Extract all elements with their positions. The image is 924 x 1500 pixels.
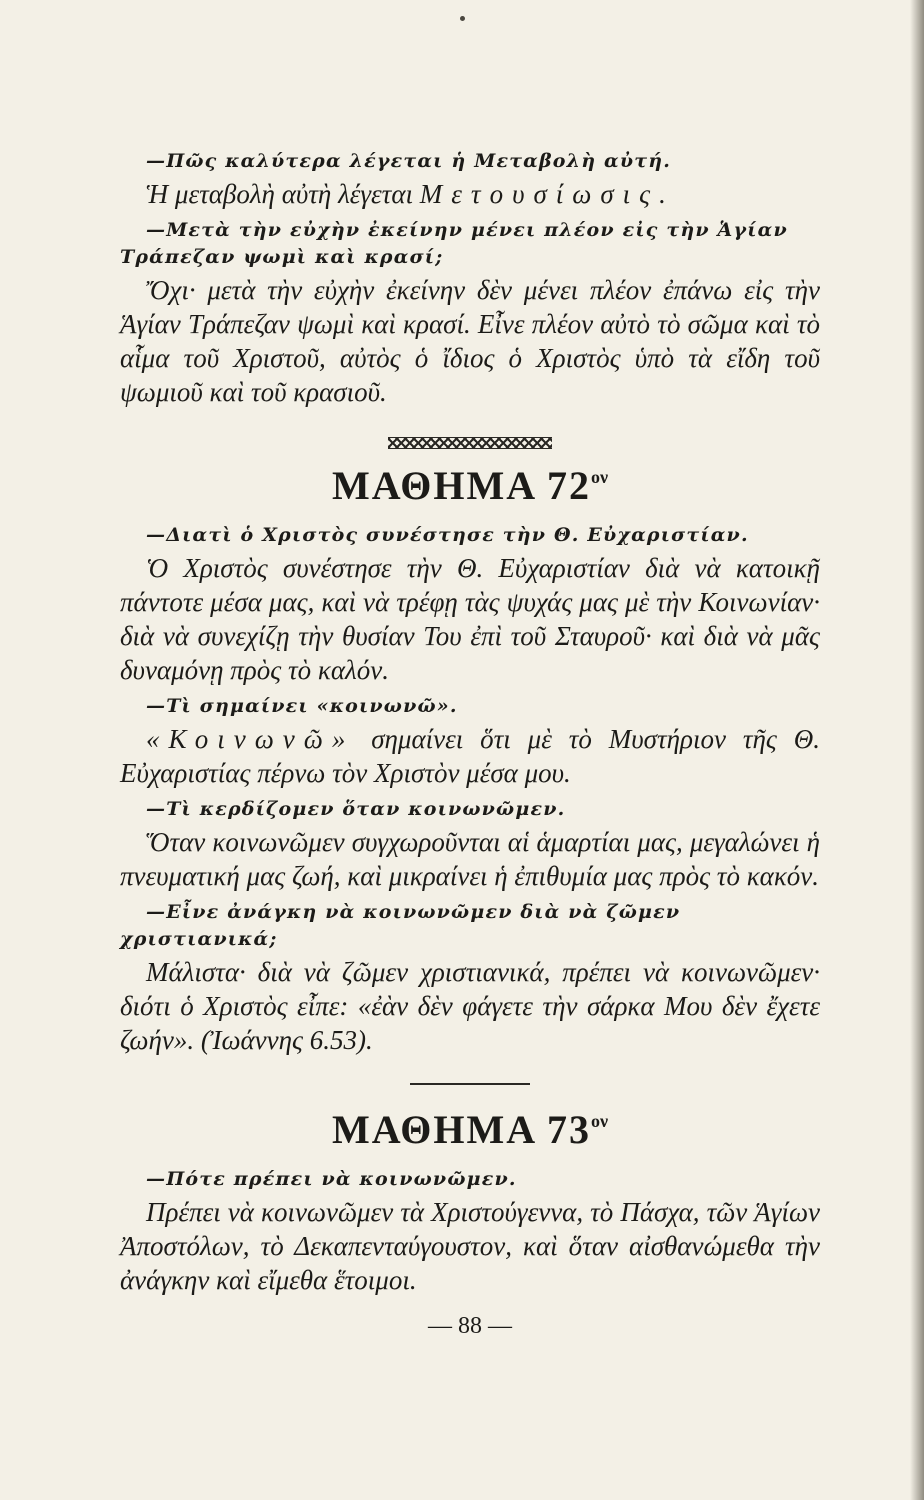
answer-term: «Κοινωνῶ» <box>146 724 355 754</box>
answer: Πρέπει νὰ κοινωνῶμεν τὰ Χριστούγεννα, τὸ Πάσχα, τῶν Ἁγίων Ἀποστόλων, τὸ Δεκαπενταύγουστον, καὶ ὅταν αἰσθανώμεθα τὴν ἀνάγκην καὶ εἴμεθα ἕτοιμοι. <box>120 1197 820 1295</box>
lesson-title: ΜΑΘΗΜΑ 72 <box>331 463 591 508</box>
answer <box>120 177 820 211</box>
answer: Μάλιστα· διὰ νὰ ζῶμεν χριστιανικά, πρέπει νὰ κοινωνῶμεν· διότι ὁ Χριστὸς εἶπε: «ἐὰν δὲν φάγετε τὴν σάρκα Μου δὲν ἔχετε ζωήν». (Ἰωάννης 6.53). <box>120 957 820 1055</box>
answer: Ὄχι· μετὰ τὴν εὐχὴν ἐκείνην δὲν μένει πλέον ἐπάνω εἰς τὴν Ἁγίαν Τράπεζαν ψωμὶ καὶ κρασί. Εἶνε πλέον αὐτὸ τὸ σῶμα καὶ τὸ αἷμα τοῦ Χριστοῦ, αὐτὸς ὁ ἴδιος ὁ Χριστὸς ὑπὸ τὰ εἴδη τοῦ ψωμιοῦ καὶ τοῦ κρασιοῦ. <box>120 275 820 407</box>
lesson-heading <box>120 455 820 508</box>
question: —Πῶς καλύτερα λέγεται ἡ Μεταβολὴ αὐτή. <box>146 150 672 172</box>
question: —Διατὶ ὁ Χριστὸς συνέστησε τὴν Θ. Εὐχαριστίαν. <box>146 524 749 546</box>
answer-term: Μετουσίωσις. <box>419 179 675 209</box>
question: —Εἶνε ἀνάγκη νὰ κοινωνῶμεν διὰ νὰ ζῶμεν χριστιανικά; <box>120 901 681 950</box>
question: —Μετὰ τὴν εὐχὴν ἐκείνην μένει πλέον εἰς τὴν Ἁγίαν Τράπεζαν ψωμὶ καὶ κρασί; <box>120 219 788 268</box>
answer-text: σημαίνει ὅτι μὲ τὸ Μυστήριον τῆς Θ. Εὐχαριστίας πέρνω τὸν Χριστὸν μέσα μου. <box>120 724 820 788</box>
question: —Πότε πρέπει νὰ κοινωνῶμεν. <box>146 1168 517 1190</box>
question: —Τὶ σημαίνει «κοινωνῶ». <box>146 695 458 717</box>
lesson-title: ΜΑΘΗΜΑ 73 <box>331 1107 591 1152</box>
answer: Ὅταν κοινωνῶμεν συγχωροῦνται αἱ ἁμαρτίαι μας, μεγαλώνει ἡ πνευματική μας ζωή, καὶ μικραίνει ἡ ἐπιθυμία μας πρὸς τὸ κακόν. <box>120 827 820 891</box>
answer: Ὁ Χριστὸς συνέστησε τὴν Θ. Εὐχαριστίαν διὰ νὰ κατοικῇ πάντοτε μέσα μας, καὶ νὰ τρέφῃ τὰς ψυχάς μας μὲ τὴν Κοινωνίαν· διὰ νὰ συνεχίζῃ τὴν θυσίαν Του ἐπὶ τοῦ Σταυροῦ· καὶ διὰ νὰ μᾶς δυναμόνῃ πρὸς τὸ καλόν. <box>120 553 820 685</box>
page-edge-shadow <box>910 0 924 1500</box>
lesson-heading <box>120 1099 820 1152</box>
answer <box>120 722 820 790</box>
page-body <box>120 148 820 1340</box>
section-ornament <box>388 437 552 449</box>
question: —Τὶ κερδίζομεν ὅταν κοινωνῶμεν. <box>146 798 566 820</box>
section-divider <box>410 1083 530 1085</box>
lesson-suffix: ον <box>590 1111 609 1131</box>
print-speck <box>460 16 465 21</box>
lesson-suffix: ον <box>590 467 609 487</box>
page-number: — 88 — <box>428 1313 512 1339</box>
answer-text: Ἡ μεταβολὴ αὐτὴ λέγεται <box>146 179 414 209</box>
